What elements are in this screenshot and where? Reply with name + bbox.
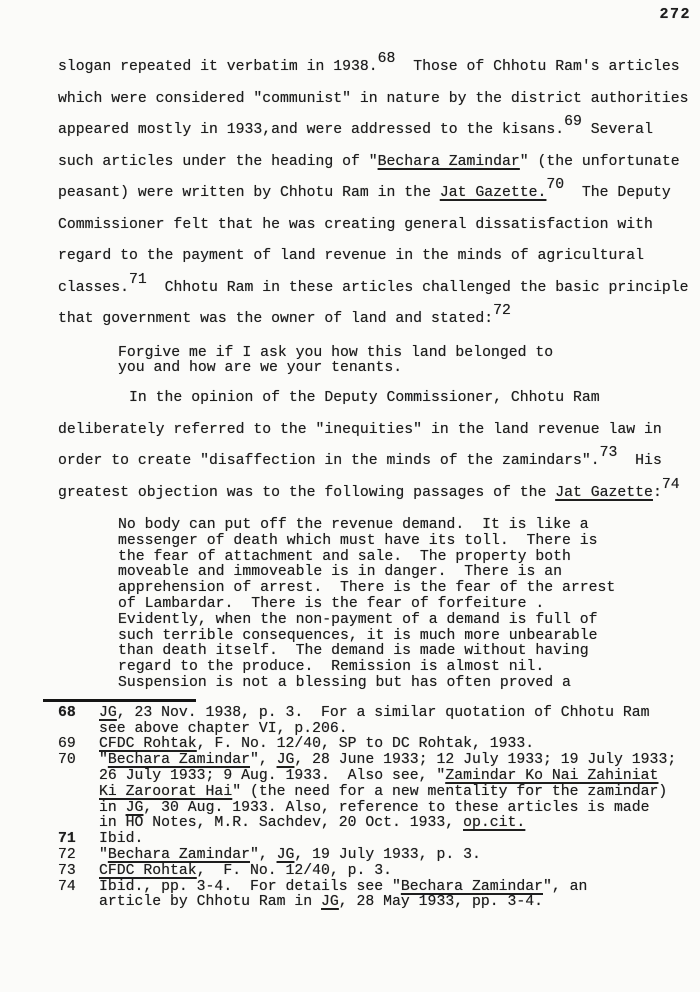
- text-segment: " (the unfortunate: [519, 153, 680, 170]
- footnote-number: 69: [58, 736, 76, 753]
- text-line: [118, 565, 700, 581]
- text-segment: in: [99, 799, 126, 816]
- text-line: [118, 581, 700, 597]
- text-line: [99, 785, 700, 801]
- footnote-item: [58, 737, 700, 753]
- underlined-text: JG: [276, 847, 295, 864]
- text-line: that government was the owner of land and stated:72: [58, 303, 511, 327]
- text-line: order to create "disaffection in the minds of the zamindars".73 His: [58, 445, 662, 470]
- text-segment: you and how are we your tenants.: [118, 360, 403, 377]
- text-line: [118, 644, 700, 660]
- text-line: [99, 737, 700, 753]
- footnote-number: 68: [58, 704, 76, 721]
- text-segment: peasant) were written by Chhotu Ram in the: [58, 185, 440, 201]
- text-line: [118, 613, 700, 629]
- footnote-text: [99, 753, 700, 832]
- text-segment: , F. No. 12/40, p. 3.: [196, 862, 393, 879]
- text-line: [99, 769, 700, 785]
- text-segment: , 23 Nov. 1938, p. 3. For a similar quotation of Chhotu Ram: [116, 704, 650, 721]
- underlined-text: JG: [125, 799, 144, 816]
- text-line: [99, 848, 700, 864]
- text-line: [99, 832, 700, 848]
- footnote-item: [58, 864, 700, 880]
- footnote-text: [99, 864, 700, 880]
- text-segment: moveable and immoveable is in danger. There is an: [118, 564, 562, 581]
- footnote-number: 71: [58, 831, 76, 848]
- text-line: [58, 241, 700, 273]
- footnote-item: [58, 706, 700, 738]
- text-line: [99, 706, 700, 722]
- text-segment: 26 July 1933; 9 Aug. 1933. Also see, ": [99, 768, 446, 785]
- footnote-separator-rule: [43, 699, 196, 702]
- text-segment: article by Chhotu Ram in: [99, 894, 321, 911]
- footnote-text: [99, 832, 700, 848]
- text-line: [99, 753, 700, 769]
- text-segment: Evidently, when the non-payment of a demand is full of: [118, 611, 598, 628]
- text-segment: such terrible consequences, it is much more unbearable: [118, 627, 598, 644]
- text-segment: ": [99, 847, 108, 864]
- text-segment: " (the need for a new mentality for the zamindar): [232, 783, 668, 800]
- text-segment: messenger of death which must have its toll. There is: [118, 532, 598, 549]
- underlined-text: op.cit.: [463, 815, 526, 832]
- underlined-text: Ki Zaroorat Hai: [99, 783, 233, 800]
- text-segment: of Lambardar. There is the fear of forfeiture .: [118, 596, 545, 613]
- text-segment: classes.: [58, 279, 130, 296]
- footnote-item: [58, 832, 700, 848]
- text-line: appeared mostly in 1933,and were addressed to the kisans.69 Several: [58, 114, 653, 138]
- text-segment: appeared mostly in 1933,and were addressed to the kisans.: [58, 122, 565, 138]
- underlined-text: JG: [321, 894, 339, 911]
- underlined-text: JG: [276, 752, 295, 769]
- text-segment: , 19 July 1933, p. 3.: [294, 847, 481, 864]
- text-segment: Suspension is not a blessing but has often proved a: [118, 675, 571, 692]
- block-quote-1: [118, 346, 700, 378]
- text-segment: Ibid., pp. 3-4. For details see ": [99, 878, 401, 895]
- underlined-text: Bechara Zamindar: [400, 878, 543, 895]
- text-line: [118, 518, 700, 534]
- text-segment: deliberately referred to the "inequities" in the land revenue law in: [58, 421, 662, 438]
- footnote-text: [99, 880, 700, 912]
- page-content: [58, 52, 700, 911]
- text-segment: The Deputy: [564, 185, 671, 201]
- text-segment: in HO Notes, M.R. Sachdev, 20 Oct. 1933,: [99, 815, 464, 832]
- text-segment: Ibid.: [99, 831, 144, 848]
- text-line: slogan repeated it verbatim in 1938.68 Those of Chhotu Ram's articles: [58, 51, 680, 75]
- text-segment: regard to the produce. Remission is almost nil.: [118, 659, 545, 676]
- text-segment: , F. No. 12/40, SP to DC Rohtak, 1933.: [196, 736, 535, 753]
- footnote-text: [99, 706, 700, 738]
- footnote-item: [58, 753, 700, 832]
- underlined-text: Bechara Zamindar: [377, 153, 520, 170]
- text-line: [99, 895, 700, 911]
- text-line: [99, 816, 700, 832]
- text-segment: such articles under the heading of ": [58, 153, 378, 170]
- text-line: peasant) were written by Chhotu Ram in the Jat Gazette.70 The Deputy: [58, 177, 671, 201]
- paragraph-2: [58, 383, 700, 509]
- text-segment: ",: [249, 752, 277, 769]
- text-segment: slogan repeated it verbatim in 1938.: [58, 59, 378, 75]
- text-segment: Commissioner felt that he was creating general dissatisfaction with: [58, 216, 653, 233]
- text-segment: , 28 June 1933; 12 July 1933; 19 July 1933;: [294, 752, 677, 769]
- text-segment: :: [652, 484, 662, 501]
- footnote-item: [58, 880, 700, 912]
- text-line: [118, 361, 700, 377]
- text-segment: greatest objection was to the following passages of the: [58, 484, 556, 501]
- text-line: [58, 383, 700, 415]
- text-segment: In the opinion of the Deputy Commissioner, Chhotu Ram: [58, 390, 600, 407]
- text-segment: Those of Chhotu Ram's articles: [395, 59, 680, 75]
- footnotes: [58, 706, 700, 911]
- text-segment: , 30 Aug. 1933. Also, reference to these articles is made: [143, 799, 650, 816]
- text-segment: ": [99, 752, 108, 769]
- paragraph-1: [58, 52, 700, 336]
- page-number: 272: [659, 6, 691, 23]
- text-segment: His: [617, 453, 662, 470]
- text-segment: Forgive me if I ask you how this land belonged to: [118, 344, 554, 361]
- underlined-text: Jat Gazette: [555, 484, 653, 501]
- footnote-number: 70: [58, 752, 76, 769]
- underlined-text: JG: [99, 704, 117, 721]
- text-line: [58, 210, 700, 242]
- body-text: [58, 52, 700, 692]
- footnote-text: [99, 848, 700, 864]
- text-segment: No body can put off the revenue demand. It is like a: [118, 517, 589, 534]
- underlined-text: Bechara Zamindar: [107, 752, 250, 769]
- underlined-text: CFDC Rohtak: [99, 862, 197, 879]
- text-segment: ",: [249, 847, 277, 864]
- text-segment: see above chapter VI, p.206.: [99, 720, 348, 737]
- text-line: [118, 597, 700, 613]
- text-segment: Chhotu Ram in these articles challenged the basic principle: [146, 279, 689, 296]
- text-line: [118, 676, 700, 692]
- text-line: [118, 660, 700, 676]
- text-line: [118, 346, 700, 362]
- text-line: [99, 864, 700, 880]
- underlined-text: Jat Gazette.: [439, 185, 547, 201]
- text-segment: which were considered "communist" in nature by the district authorities: [58, 90, 689, 107]
- underlined-text: Zamindar Ko Nai Zahiniat: [445, 768, 659, 785]
- text-segment: apprehension of arrest. There is the fear of the arrest: [118, 580, 616, 597]
- footnote-number: 73: [58, 862, 76, 879]
- footnote-item: [58, 848, 700, 864]
- text-segment: Several: [581, 122, 653, 138]
- text-segment: regard to the payment of land revenue in the minds of agricultural: [58, 248, 645, 264]
- text-line: [58, 84, 700, 116]
- text-segment: that government was the owner of land and stated:: [58, 311, 494, 327]
- text-line: [58, 415, 700, 447]
- text-segment: order to create "disaffection in the minds of the zamindars".: [58, 453, 600, 470]
- text-line: classes.71 Chhotu Ram in these articles challenged the basic principle: [58, 271, 689, 296]
- footnote-text: [99, 737, 700, 753]
- footnote-number: 74: [58, 878, 76, 895]
- text-line: [118, 534, 700, 550]
- text-line: greatest objection was to the following passages of the Jat Gazette:74: [58, 476, 680, 501]
- text-segment: the fear of attachment and sale. The property both: [118, 548, 571, 565]
- text-line: [58, 147, 700, 179]
- block-quote-2: [118, 518, 700, 692]
- underlined-text: Bechara Zamindar: [107, 847, 250, 864]
- text-segment: than death itself. The demand is made without having: [118, 643, 589, 660]
- footnote-number: 72: [58, 847, 76, 864]
- text-segment: , 28 May 1933, pp. 3-4.: [338, 894, 543, 911]
- underlined-text: CFDC Rohtak: [99, 736, 197, 753]
- text-segment: ", an: [542, 878, 588, 895]
